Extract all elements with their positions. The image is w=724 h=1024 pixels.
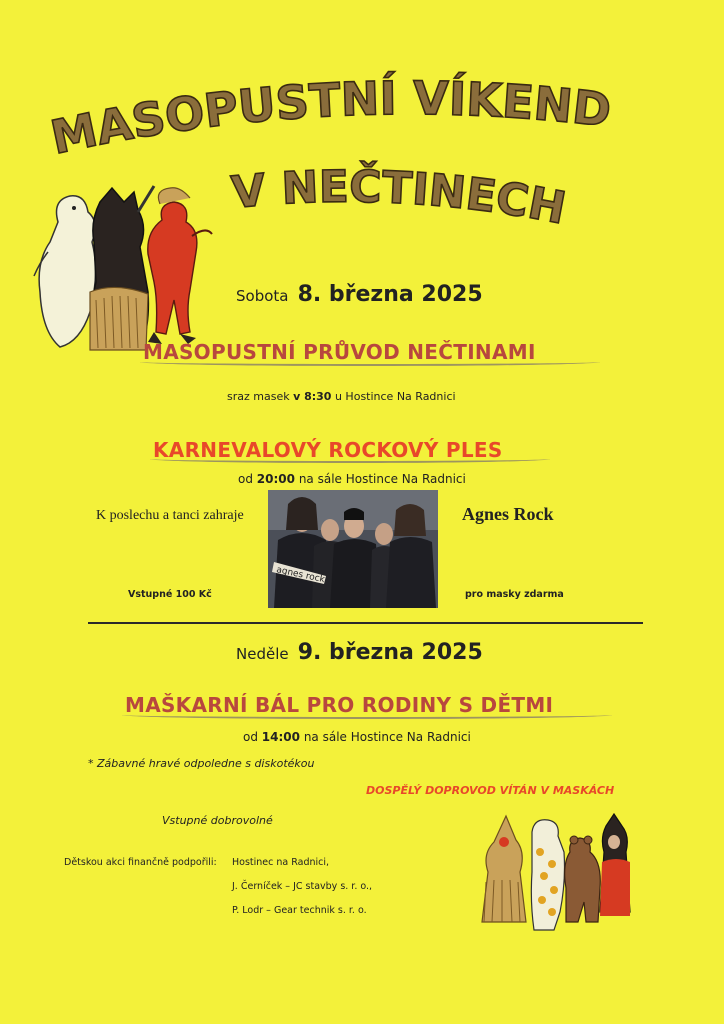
ball-time: 20:00 (256, 472, 295, 486)
title-line1-svg (46, 71, 700, 165)
masks-free (465, 589, 564, 600)
family-time-post: na sále Hostince Na Radnici (303, 730, 471, 744)
family-ball-heading: MAŠKARNÍ BÁL PRO RODINY S DĚTMI (125, 693, 554, 717)
voluntary-entry: Vstupné dobrovolné (162, 814, 273, 827)
afternoon-note: * Zábavné hravé odpoledne s diskotékou (88, 757, 315, 770)
band-photo-svg (268, 490, 438, 608)
title-line2-text: V NEČTINECH (229, 161, 570, 235)
meeting-time: v 8:30 (293, 390, 332, 403)
family-time-pre: od (243, 730, 258, 744)
parade-heading: MASOPUSTNÍ PRŮVOD NEČTINAMI (143, 340, 536, 364)
entry-fee-text: Vstupné 100 Kč (128, 589, 212, 600)
family-ball-heading-swash (122, 711, 612, 719)
carnival-masks-illustration-bottom (474, 812, 634, 940)
title-line2-svg (228, 161, 570, 235)
ball-heading-swash (150, 455, 550, 463)
saturday-day-label: Sobota (236, 287, 289, 305)
sponsor-3: P. Lodr – Gear technik s. r. o. (232, 905, 367, 916)
family-time: 14:00 (261, 730, 300, 744)
band-name: Agnes Rock (462, 504, 554, 524)
ball-time-line (238, 472, 466, 486)
band-intro: K poslechu a tanci zahraje (96, 508, 244, 523)
poster-title-line1 (46, 71, 700, 165)
ball-time-post: na sále Hostince Na Radnici (298, 472, 466, 486)
saturday-date: 8. března 2025 (297, 282, 483, 307)
band-photo (268, 490, 438, 608)
sunday-date-row (236, 640, 483, 665)
sunday-date: 9. března 2025 (297, 640, 483, 665)
section-divider (88, 622, 643, 624)
band-photo-guitar-text: agnes rock (275, 565, 326, 586)
masks-free-text: pro masky zdarma (465, 589, 564, 600)
meeting-pre: sraz masek (227, 390, 290, 403)
title-line1-text: MASOPUSTNÍ VÍKEND (46, 71, 614, 165)
carnival-masks-illustration (30, 182, 220, 360)
meeting-post: u Hostince Na Radnici (334, 390, 456, 403)
family-time-line (243, 730, 471, 744)
sunday-day-label: Neděle (236, 645, 289, 663)
poster-title-line2 (228, 161, 570, 235)
parade-heading-swash (140, 358, 600, 366)
saturday-date-row (236, 282, 483, 307)
adults-note: DOSPĚLÝ DOPROVOD VÍTÁN V MASKÁCH (366, 784, 615, 797)
meeting-line (227, 390, 456, 403)
entry-fee (128, 589, 212, 600)
sponsor-2: J. Černíček – JC stavby s. r. o., (232, 881, 373, 892)
sponsors-label: Dětskou akci finančně podpořili: (64, 857, 217, 868)
sponsor-1: Hostinec na Radnici, (232, 857, 330, 868)
ball-time-pre: od (238, 472, 253, 486)
ball-heading: KARNEVALOVÝ ROCKOVÝ PLES (153, 438, 503, 462)
